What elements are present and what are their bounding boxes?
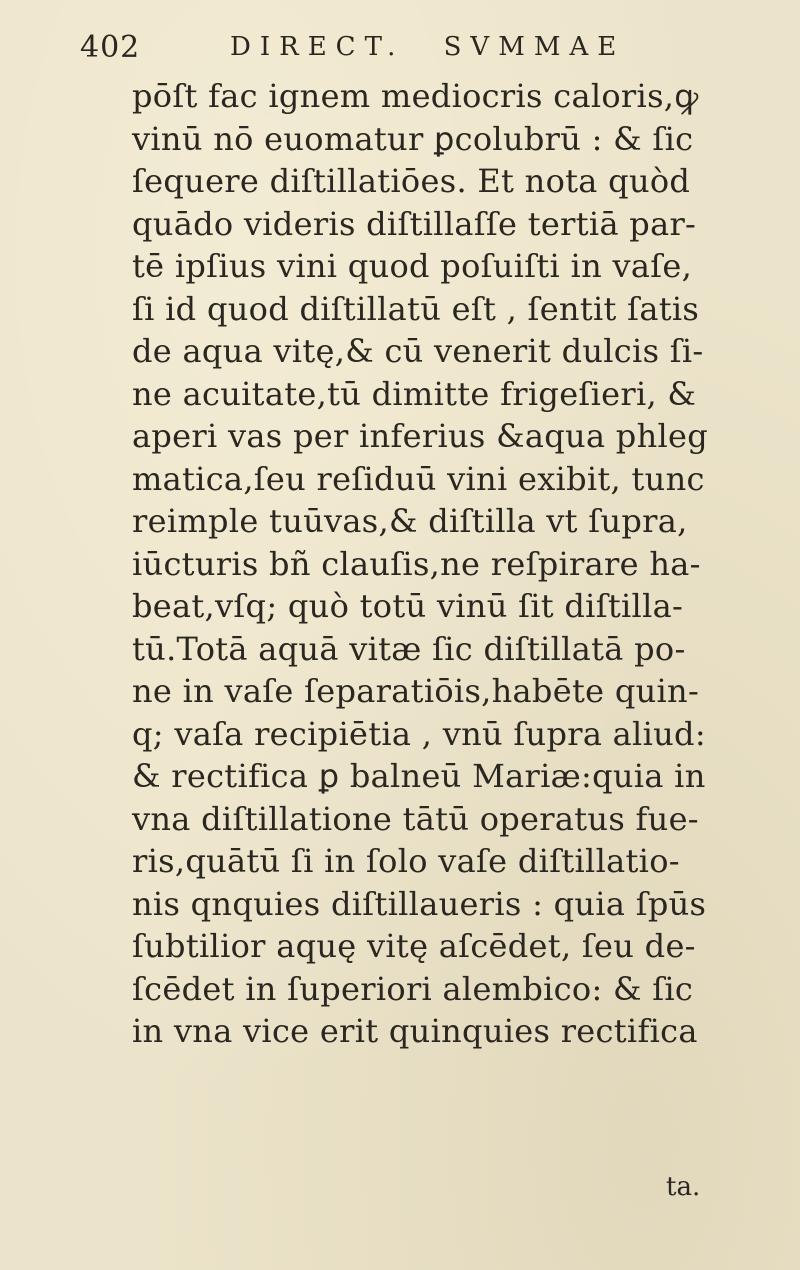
- text-line: reimple tuūvas,& diſtilla vt ſupra,: [132, 502, 688, 540]
- text-line: vna diſtillatione tātū operatus fue-: [132, 799, 699, 838]
- text-line: quādo videris diſtillaſſe tertiā par-: [132, 204, 697, 243]
- text-line: ſcēdet in ſuperiori alembico: & ſic: [132, 969, 694, 1008]
- text-line: q; vaſa recipiētia , vnū ſupra aliud:: [132, 714, 706, 753]
- page-number: 402: [80, 30, 141, 65]
- text-line: iūcturis bñ clauſis,ne reſpirare ha-: [132, 544, 701, 583]
- text-line: tū.Totā aquā vitæ ſic diſtillatā po-: [132, 629, 686, 668]
- text-line: pōſt fac ignem mediocris caloris,ꝙ: [132, 77, 699, 115]
- text-line: tē ipſius vini quod poſuiſti in vaſe,: [132, 247, 693, 285]
- text-line: ne acuitate,tū dimitte frigeſieri, &: [132, 374, 697, 413]
- text-line: & rectifica ꝑ balneū Mariæ:quia in: [132, 757, 706, 795]
- text-line: beat,vſq; quò totū vinū ſit diſtilla-: [132, 587, 684, 625]
- text-line: ſubtilior aquę vitę aſcēdet, ſeu de-: [132, 927, 696, 965]
- text-line: vinū nō euomatur ꝑcolubrū : & ſic: [132, 119, 694, 158]
- running-head: DIRECT. SVMMAE: [230, 32, 626, 62]
- text-line: ſequere diſtillatiōes. Et nota quòd: [132, 162, 691, 200]
- text-line: ſi id quod diſtillatū eſt , ſentit ſatis: [132, 289, 700, 328]
- catchword: ta.: [666, 1172, 701, 1202]
- text-line: ne in vaſe ſeparatiōis,habēte quin-: [132, 672, 700, 710]
- page-header: [80, 30, 640, 70]
- text-line: de aqua vitę,& cū venerit dulcis ſi-: [132, 332, 704, 370]
- text-line: ris,quātū ſi in ſolo vaſe diſtillatio-: [132, 842, 680, 880]
- text-line: aperi vas per inferius &aqua phleg: [132, 417, 709, 455]
- text-line: in vna vice erit quinquies rectifica: [132, 1012, 698, 1050]
- body-text: [132, 75, 752, 1053]
- text-line: nis qnquies diſtillaueris : quia ſpūs: [132, 884, 707, 923]
- text-line: matica,ſeu reſiduū vini exibit, tunc: [132, 459, 705, 498]
